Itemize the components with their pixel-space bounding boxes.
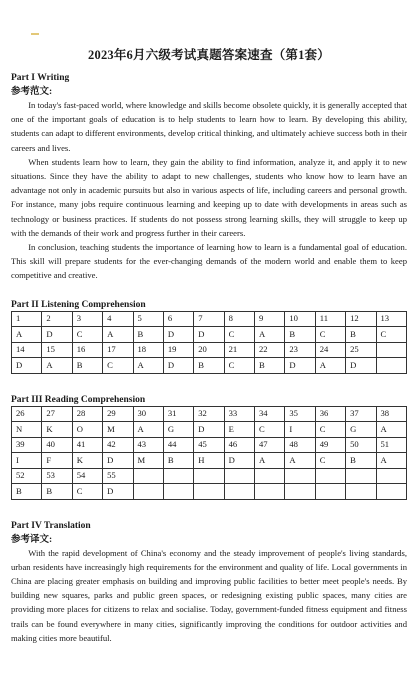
reading-answer-cell: 49	[315, 437, 345, 453]
listening-answer-cell: 22	[255, 342, 285, 358]
section-heading-translation: Part IV Translation	[11, 520, 91, 531]
listening-answer-cell: 2	[42, 311, 72, 327]
reading-answer-cell: C	[255, 422, 285, 438]
reading-answer-cell: 37	[346, 406, 376, 422]
reading-answer-cell: 52	[12, 468, 42, 484]
listening-answer-cell: 15	[42, 342, 72, 358]
reading-answer-cell: A	[285, 453, 315, 469]
listening-answer-cell: B	[285, 327, 315, 343]
reading-answer-cell	[315, 484, 345, 500]
reading-answer-cell: G	[346, 422, 376, 438]
reading-answer-cell: F	[42, 453, 72, 469]
reading-answer-cell: C	[315, 422, 345, 438]
listening-answer-cell: 18	[133, 342, 163, 358]
reading-answer-cell: A	[376, 422, 407, 438]
reading-answer-cell: D	[194, 422, 224, 438]
section-heading-writing: Part I Writing	[11, 73, 70, 83]
listening-answer-cell: 12	[346, 311, 376, 327]
reading-answer-cell: B	[163, 453, 193, 469]
listening-answer-cell: D	[285, 358, 315, 374]
reading-answer-cell	[194, 468, 224, 484]
listening-answer-cell: 4	[103, 311, 133, 327]
reading-answer-cell: M	[133, 453, 163, 469]
reading-answer-cell: 50	[346, 437, 376, 453]
reading-answer-cell: N	[12, 422, 42, 438]
listening-answer-cell: C	[315, 327, 345, 343]
listening-answer-cell: 1	[12, 311, 42, 327]
reading-answer-cell	[285, 468, 315, 484]
reading-answer-cell: E	[224, 422, 254, 438]
reading-answer-cell: 29	[103, 406, 133, 422]
reading-answer-cell	[163, 484, 193, 500]
reading-answer-cell: 34	[255, 406, 285, 422]
reading-answer-cell: 48	[285, 437, 315, 453]
reading-answer-cell: 30	[133, 406, 163, 422]
listening-answer-cell: A	[42, 358, 72, 374]
reading-answer-cell: I	[12, 453, 42, 469]
reading-answer-cell	[346, 484, 376, 500]
listening-answer-cell: 16	[72, 342, 102, 358]
reading-answer-cell: O	[72, 422, 102, 438]
listening-answer-cell: A	[12, 327, 42, 343]
listening-answer-cell: 10	[285, 311, 315, 327]
listening-answer-cell: B	[346, 327, 376, 343]
reading-answer-cell: 45	[194, 437, 224, 453]
reading-answer-cell: A	[133, 422, 163, 438]
reading-answer-cell: 35	[285, 406, 315, 422]
listening-answer-row	[12, 327, 407, 343]
reading-answer-cell: A	[376, 453, 407, 469]
reading-answer-cell: C	[315, 453, 345, 469]
section-writing	[11, 72, 407, 283]
listening-answer-cell: 6	[163, 311, 193, 327]
listening-answer-cell: A	[315, 358, 345, 374]
reading-answer-cell: B	[12, 484, 42, 500]
reading-answer-cell: 46	[224, 437, 254, 453]
reading-answer-cell: C	[72, 484, 102, 500]
reading-answer-cell: 27	[42, 406, 72, 422]
listening-answer-cell: C	[376, 327, 407, 343]
reading-answer-cell	[315, 468, 345, 484]
listening-answer-cell: C	[103, 358, 133, 374]
listening-answer-cell: D	[194, 327, 224, 343]
listening-answer-table	[11, 311, 407, 374]
reading-answer-cell	[255, 484, 285, 500]
reading-answer-cell: D	[103, 453, 133, 469]
reading-answer-cell	[376, 484, 407, 500]
listening-answer-cell: B	[255, 358, 285, 374]
listening-answer-cell: A	[103, 327, 133, 343]
listening-answer-cell: D	[12, 358, 42, 374]
reading-answer-cell: M	[103, 422, 133, 438]
reading-answer-cell	[346, 468, 376, 484]
reading-answer-cell: K	[42, 422, 72, 438]
reading-answer-cell	[255, 468, 285, 484]
reading-answer-cell: 40	[42, 437, 72, 453]
reading-answer-cell: 39	[12, 437, 42, 453]
reference-essay-label: 参考范文:	[11, 87, 53, 97]
translation-paragraph: With the rapid development of China's economy and the steady improvement of people's living standards, urban residents have increasingly high requirements for the environment and quality of life. Local governments in China are placing greater emphasis on building and improving public facilities to better meet people's needs. By building new squares, parks and public green spaces, or redesigning existing public spaces, many cities are providing more places for citizens to relax and socialise. Today, government-funded fitness equipment and fitness trails can be found everywhere in many cities, significantly improving the conditions for outdoor activities and making cities more beautiful.	[11, 547, 407, 643]
document-title: 2023年6月六级考试真题答案速查（第1套）	[88, 48, 330, 62]
listening-answer-cell: 19	[163, 342, 193, 358]
reading-answer-cell: 51	[376, 437, 407, 453]
reading-answer-row	[12, 468, 407, 484]
listening-answer-cell: 8	[224, 311, 254, 327]
reading-answer-cell: 42	[103, 437, 133, 453]
reading-answer-cell: 36	[315, 406, 345, 422]
listening-answer-cell: 24	[315, 342, 345, 358]
listening-answer-cell: B	[133, 327, 163, 343]
reading-answer-row	[12, 453, 407, 469]
listening-answer-cell: C	[72, 327, 102, 343]
reading-answer-cell: D	[103, 484, 133, 500]
reading-answer-cell: B	[42, 484, 72, 500]
listening-answer-cell: 7	[194, 311, 224, 327]
listening-answer-cell: B	[194, 358, 224, 374]
listening-answer-cell: 25	[346, 342, 376, 358]
reading-answer-row	[12, 422, 407, 438]
reading-answer-cell: 38	[376, 406, 407, 422]
listening-answer-cell: D	[163, 358, 193, 374]
listening-answer-cell: A	[133, 358, 163, 374]
listening-answer-cell: A	[255, 327, 285, 343]
listening-answer-cell: D	[163, 327, 193, 343]
reading-answer-cell: G	[163, 422, 193, 438]
essay-paragraph-1: In today's fast-paced world, where knowledge and skills become obsolete quickly, it is generally accepted that one of the important goals of education is to help students to learn how to learn. By developing this ability, students can adapt to different environments, develop critical thinking, and ultimately achieve success both in their careers and lives.	[11, 100, 407, 153]
listening-answer-cell	[376, 342, 407, 358]
reading-answer-cell: 28	[72, 406, 102, 422]
listening-answer-cell: 14	[12, 342, 42, 358]
reading-answer-cell: B	[346, 453, 376, 469]
reference-translation-label: 参考译文:	[11, 534, 53, 545]
reading-answer-cell: 32	[194, 406, 224, 422]
section-reading	[11, 394, 407, 500]
reading-answer-cell: 47	[255, 437, 285, 453]
reading-answer-cell	[163, 468, 193, 484]
essay-paragraph-3: In conclusion, teaching students the importance of learning how to learn is a fundamental goal of education. This skill will prepare students for the ever-changing demands of the modern world and enable them to keep competitive and creative.	[11, 242, 407, 281]
listening-answer-row	[12, 311, 407, 327]
listening-answer-cell: 5	[133, 311, 163, 327]
section-heading-listening: Part II Listening Comprehension	[11, 299, 146, 310]
listening-answer-cell: C	[224, 358, 254, 374]
reading-answer-cell: K	[72, 453, 102, 469]
listening-answer-cell: D	[42, 327, 72, 343]
reading-answer-cell: 33	[224, 406, 254, 422]
reading-answer-cell: H	[194, 453, 224, 469]
reading-answer-cell	[224, 484, 254, 500]
reading-answer-cell: 53	[42, 468, 72, 484]
reading-answer-cell: 44	[163, 437, 193, 453]
reading-answer-table	[11, 406, 407, 500]
listening-answer-cell: 17	[103, 342, 133, 358]
reading-answer-cell: D	[224, 453, 254, 469]
section-listening	[11, 299, 407, 374]
reading-answer-cell: 31	[163, 406, 193, 422]
reading-answer-row	[12, 406, 407, 422]
section-heading-reading: Part III Reading Comprehension	[11, 394, 146, 405]
reading-answer-cell: 54	[72, 468, 102, 484]
reading-answer-cell: 55	[103, 468, 133, 484]
essay-paragraph-2: When students learn how to learn, they gain the ability to find information, analyze it, and apply it to new situations. Since they have the ability to adapt to new challenges, students who know how to learn have an advantage not only in academic pursuits but also in various aspects of life, including careers and personal growth. For instance, many jobs require continuous learning and keeping up to date with developments in areas such as technology or business practices. If students do not possess strong learning skills, they will struggle to keep up with the demands of their work and progress further in their careers.	[11, 156, 407, 238]
listening-answer-cell: C	[224, 327, 254, 343]
reading-answer-row	[12, 437, 407, 453]
listening-answer-cell: 21	[224, 342, 254, 358]
listening-answer-row	[12, 358, 407, 374]
reading-answer-cell	[376, 468, 407, 484]
reading-answer-cell	[133, 468, 163, 484]
listening-answer-cell: 3	[72, 311, 102, 327]
reading-answer-cell: A	[255, 453, 285, 469]
document-page	[11, 0, 407, 645]
reading-answer-cell	[133, 484, 163, 500]
listening-answer-cell	[376, 358, 407, 374]
reading-answer-cell: 43	[133, 437, 163, 453]
listening-answer-cell: B	[72, 358, 102, 374]
reading-answer-cell	[285, 484, 315, 500]
listening-answer-row	[12, 342, 407, 358]
reading-answer-cell: 26	[12, 406, 42, 422]
reading-answer-cell: I	[285, 422, 315, 438]
reading-answer-cell: 41	[72, 437, 102, 453]
listening-answer-cell: 20	[194, 342, 224, 358]
section-translation	[11, 520, 407, 645]
listening-answer-cell: 11	[315, 311, 345, 327]
reading-answer-row	[12, 484, 407, 500]
listening-answer-cell: 13	[376, 311, 407, 327]
listening-answer-cell: 23	[285, 342, 315, 358]
reading-answer-cell	[194, 484, 224, 500]
listening-answer-cell: 9	[255, 311, 285, 327]
listening-answer-cell: D	[346, 358, 376, 374]
reading-answer-cell	[224, 468, 254, 484]
